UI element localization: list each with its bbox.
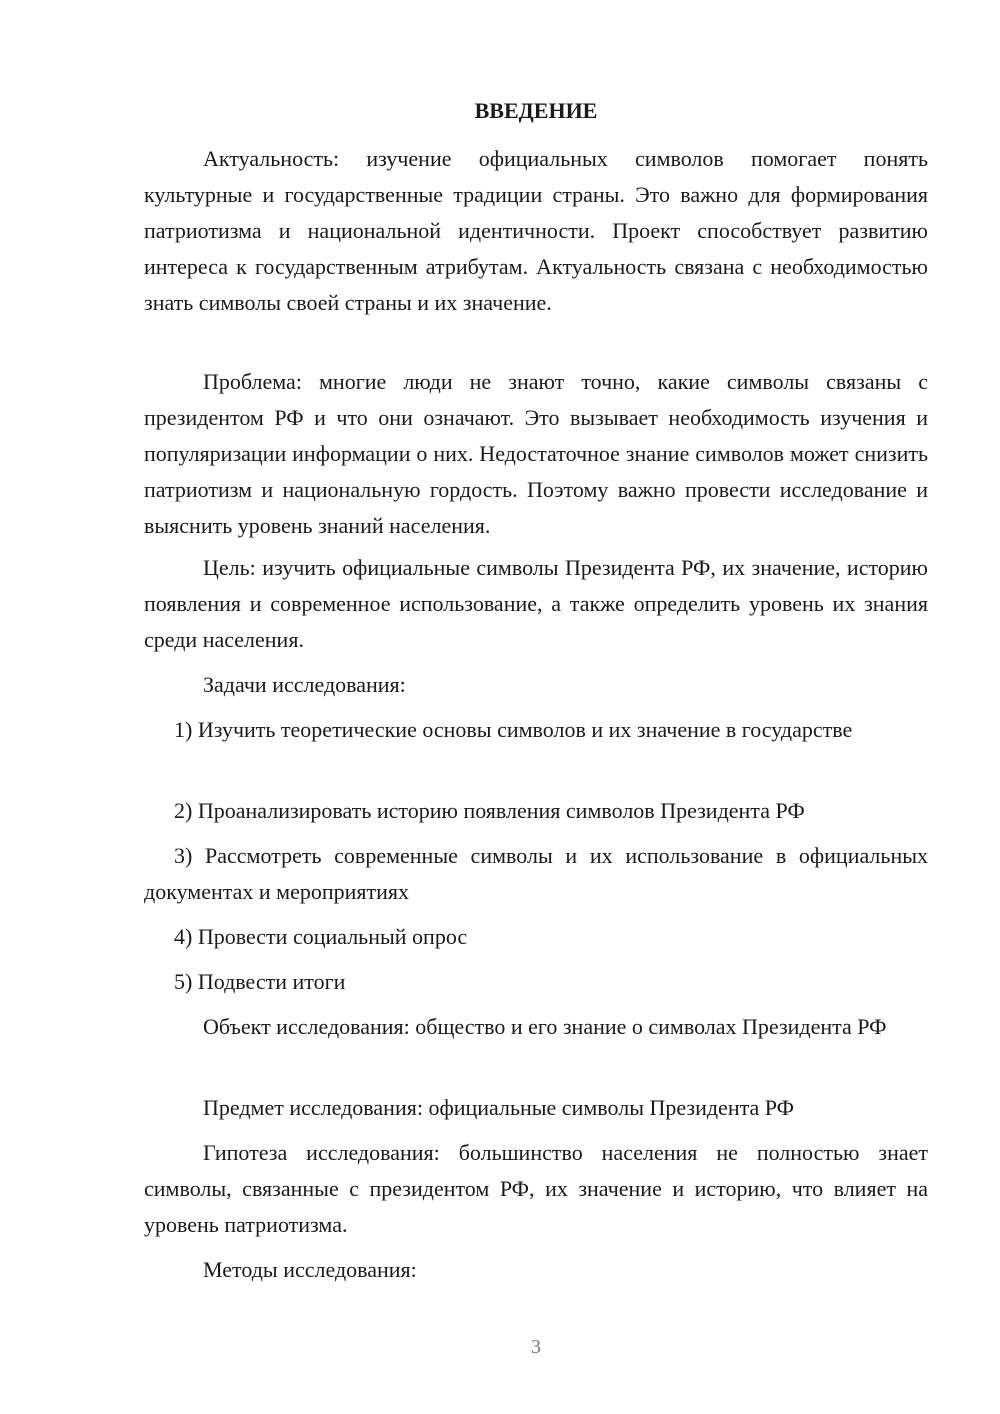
task-item-2: 2) Проанализировать историю появления символов Президента РФ	[174, 798, 805, 823]
task-item-1: 1) Изучить теоретические основы символов и их значение в государстве	[174, 717, 853, 742]
task-item-4: 4) Провести социальный опрос	[174, 924, 468, 949]
section-title: ВВЕДЕНИЕ	[474, 98, 598, 123]
task-item-3: 3) Рассмотреть современные символы и их использование в официальных документах и мероприятиях	[144, 843, 928, 904]
paragraph-goal: Цель: изучить официальные символы Президента РФ, их значение, историю появления и современное использование, а также определить уровень их знания среди населения.	[144, 555, 928, 652]
paragraph-hypothesis: Гипотеза исследования: большинство населения не полностью знает символы, связанные с президентом РФ, их значение и историю, что влияет на уровень патриотизма.	[144, 1140, 928, 1237]
paragraph-problem: Проблема: многие люди не знают точно, какие символы связаны с президентом РФ и что они означают. Это вызывает необходимость изучения и популяризации информации о них. Недостаточное знание символов может снизить патриотизм и национальную гордость. Поэтому важно провести исследование и выяснить уровень знаний населения.	[144, 369, 928, 538]
tasks-heading: Задачи исследования:	[203, 672, 406, 697]
methods-heading: Методы исследования:	[203, 1257, 417, 1282]
paragraph-relevance: Актуальность: изучение официальных символов помогает понять культурные и государственные традиции страны. Это важно для формирования патриотизма и национальной идентичности. Проект способствует развитию интереса к государственным атрибутам. Актуальность связана с необходимостью знать символы своей страны и их значение.	[144, 146, 928, 315]
document-page	[144, 0, 928, 1414]
paragraph-subject: Предмет исследования: официальные символы Президента РФ	[203, 1095, 794, 1120]
page-number: 3	[531, 1336, 541, 1358]
task-item-5: 5) Подвести итоги	[174, 969, 346, 994]
paragraph-object: Объект исследования: общество и его знание о символах Президента РФ	[203, 1014, 887, 1039]
